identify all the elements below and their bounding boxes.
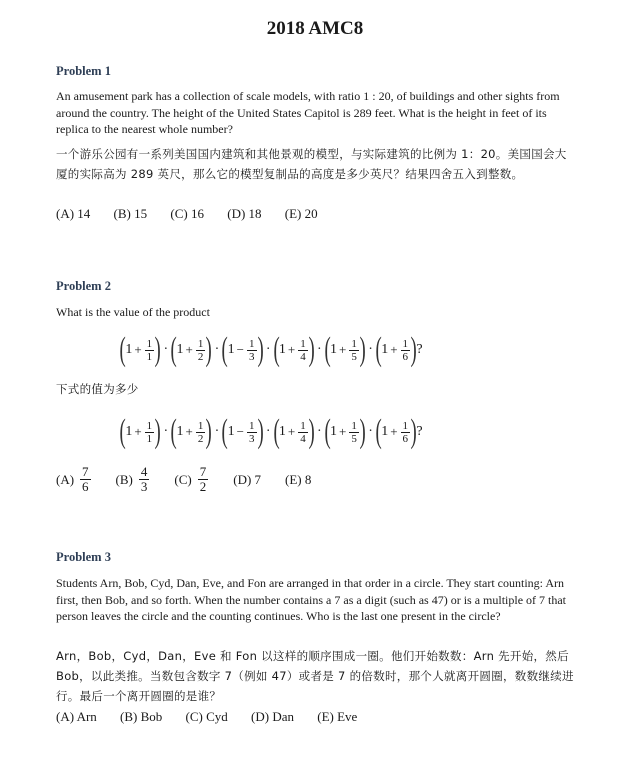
- math-choice: [285, 472, 311, 488]
- fraction: [349, 338, 359, 363]
- numerator: 1: [146, 419, 153, 432]
- denominator: 1: [146, 350, 153, 363]
- operator: +: [339, 424, 347, 439]
- product-factor: [120, 333, 161, 367]
- left-paren: (: [273, 331, 280, 368]
- denominator: 5: [351, 350, 357, 363]
- one: 1: [381, 424, 389, 439]
- right-paren: ): [257, 413, 264, 450]
- fraction: [196, 338, 206, 363]
- math-choice: [233, 472, 261, 488]
- numerator: 1: [300, 419, 306, 432]
- choice-label: (D): [233, 471, 252, 487]
- denominator: 4: [300, 432, 306, 445]
- right-paren: ): [205, 413, 213, 450]
- numerator: 1: [402, 419, 409, 432]
- problem-2-chinese: 下式的值为多少: [56, 382, 139, 396]
- fraction: [80, 465, 91, 494]
- one: 1: [330, 424, 338, 439]
- left-paren: (: [375, 331, 382, 368]
- fraction: [298, 338, 308, 363]
- operator: +: [287, 342, 296, 357]
- choice-value: 8: [301, 471, 312, 487]
- denominator: 3: [140, 479, 148, 494]
- fraction: [401, 338, 411, 363]
- one: 1: [227, 342, 235, 357]
- denominator: 2: [197, 432, 204, 445]
- right-paren: ): [154, 331, 161, 368]
- right-paren: ): [359, 413, 366, 450]
- multiply-dot: ·: [163, 342, 169, 357]
- product-factor: [120, 415, 161, 449]
- numerator: 1: [402, 337, 409, 350]
- multiply-dot: ·: [265, 342, 271, 357]
- choice-label: (B): [115, 471, 133, 487]
- problem-1-choices: [56, 206, 338, 222]
- question-mark: ?: [416, 424, 423, 439]
- one: 1: [125, 342, 133, 357]
- one: 1: [330, 342, 338, 357]
- numerator: 1: [351, 419, 357, 432]
- denominator: 2: [199, 479, 207, 494]
- one: 1: [125, 424, 133, 439]
- operator: +: [339, 342, 347, 357]
- left-paren: (: [170, 331, 177, 368]
- multiply-dot: ·: [368, 424, 373, 439]
- denominator: 5: [351, 432, 357, 445]
- math-choice: [174, 465, 209, 494]
- left-paren: (: [375, 413, 382, 450]
- product-factor: [376, 415, 417, 449]
- denominator: 6: [402, 350, 409, 363]
- left-paren: (: [324, 413, 331, 450]
- product-factor: [325, 333, 366, 367]
- one: 1: [176, 424, 184, 439]
- one: 1: [278, 424, 286, 439]
- choice-a: (A) 14: [56, 206, 91, 221]
- problem-3-english: Students Arn, Bob, Cyd, Dan, Eve, and Fon are arranged in that order in a circle. They start counting: Arn first, then Bob, and so forth. When the number contains a 7 as a digit (such as 47) or is a multiple of 7 that person leaves the circle and the counting continues. Who is the last one present in the circle?: [56, 576, 567, 623]
- numerator: 7: [82, 464, 89, 479]
- choice-value: 7: [251, 471, 262, 487]
- right-paren: ): [154, 413, 161, 450]
- fraction: [145, 338, 155, 363]
- numerator: 1: [197, 419, 204, 432]
- fraction: [401, 420, 411, 445]
- fraction: [196, 420, 206, 445]
- choice-b: (B) Bob: [120, 709, 163, 724]
- math-choice: [116, 465, 151, 494]
- left-paren: (: [324, 331, 331, 368]
- fraction: [198, 465, 209, 494]
- right-paren: ): [359, 331, 366, 368]
- choice-d: (D) Dan: [251, 709, 295, 724]
- document-title: 2018 AMC8: [266, 18, 364, 39]
- left-paren: (: [221, 413, 229, 450]
- denominator: 1: [146, 432, 153, 445]
- numerator: 4: [140, 464, 148, 479]
- operator: +: [134, 424, 142, 439]
- numerator: 1: [249, 419, 255, 432]
- multiply-dot: ·: [163, 424, 169, 439]
- problem-2-english: What is the value of the product: [56, 305, 210, 319]
- multiply-dot: ·: [317, 424, 322, 439]
- choice-label: (C): [174, 471, 192, 487]
- numerator: 1: [197, 337, 204, 350]
- denominator: 4: [300, 350, 306, 363]
- right-paren: ): [205, 331, 213, 368]
- right-paren: ): [308, 413, 315, 450]
- choice-c: (C) Cyd: [185, 709, 228, 724]
- one: 1: [176, 342, 184, 357]
- numerator: 1: [146, 337, 153, 350]
- question-mark: ?: [416, 342, 423, 357]
- operator: −: [236, 424, 245, 439]
- left-paren: (: [221, 331, 229, 368]
- fraction: [247, 420, 257, 445]
- right-paren: ): [410, 331, 417, 368]
- left-paren: (: [273, 413, 280, 450]
- multiply-dot: ·: [317, 342, 322, 357]
- multiply-dot: ·: [265, 424, 271, 439]
- problem-3-choices: [56, 709, 377, 725]
- choice-e: (E) Eve: [317, 709, 358, 724]
- product-factor: [222, 415, 263, 449]
- operator: +: [134, 342, 142, 357]
- one: 1: [381, 342, 389, 357]
- product-factor: [171, 333, 212, 367]
- one: 1: [227, 424, 235, 439]
- choice-a: (A) Arn: [56, 709, 97, 724]
- denominator: 6: [402, 432, 409, 445]
- problem-3-chinese: Arn，Bob，Cyd，Dan，Eve 和 Fon 以这样的顺序围成一圈。他们开始数数：Arn 先开始，然后 Bob，以此类推。当数包含数字 7（例如 47）或者是 7 的倍数时，那个人就离开圆圈，数数继续进行。最后一个离开圆圈的是谁？: [56, 649, 574, 703]
- choice-e: (E) 20: [284, 206, 318, 221]
- product-factor: [274, 333, 315, 367]
- fraction: [298, 420, 308, 445]
- product-factor: [222, 333, 263, 367]
- left-paren: (: [119, 331, 126, 368]
- numerator: 1: [300, 337, 306, 350]
- fraction: [349, 420, 359, 445]
- denominator: 2: [197, 350, 204, 363]
- multiply-dot: ·: [214, 424, 220, 439]
- right-paren: ): [410, 413, 417, 450]
- fraction: [145, 420, 155, 445]
- numerator: 1: [249, 337, 255, 350]
- product-factor: [376, 333, 417, 367]
- choice-label: (A): [56, 471, 75, 487]
- choice-c: (C) 16: [170, 206, 204, 221]
- fraction: [139, 465, 150, 494]
- product-expression-english: [120, 328, 423, 372]
- left-paren: (: [119, 413, 126, 450]
- choice-label: (E): [285, 471, 302, 487]
- numerator: 7: [199, 464, 207, 479]
- math-choice: [56, 465, 92, 494]
- operator: +: [185, 342, 193, 357]
- denominator: 6: [82, 479, 89, 494]
- problem-1-chinese: 一个游乐公园有一系列美国国内建筑和其他景观的模型，与实际建筑的比例为 1：20。美国国会大厦的实际高为 289 英尺，那么它的模型复制品的高度是多少英尺？结果四舍五入到整数。: [56, 147, 567, 181]
- problem-3-heading: Problem 3: [56, 550, 111, 564]
- operator: +: [287, 424, 296, 439]
- choice-b: (B) 15: [113, 206, 148, 221]
- problem-1-heading: Problem 1: [56, 64, 111, 78]
- operator: +: [390, 424, 398, 439]
- product-factor: [325, 415, 366, 449]
- product-expression-chinese: [120, 410, 423, 454]
- problem-2-heading: Problem 2: [56, 279, 111, 293]
- denominator: 3: [249, 350, 255, 363]
- denominator: 3: [249, 432, 255, 445]
- problem-2-choices: [56, 465, 335, 494]
- problem-1-english: An amusement park has a collection of scale models, with ratio 1 : 20, of buildings and other sights from around the country. The height of the United States Capitol is 289 feet. What is the height in feet of its replica to the nearest whole number?: [56, 89, 560, 136]
- product-factor: [171, 415, 212, 449]
- right-paren: ): [308, 331, 315, 368]
- operator: −: [236, 342, 245, 357]
- numerator: 1: [351, 337, 357, 350]
- operator: +: [390, 342, 398, 357]
- right-paren: ): [257, 331, 264, 368]
- operator: +: [185, 424, 193, 439]
- product-factor: [274, 415, 315, 449]
- multiply-dot: ·: [214, 342, 220, 357]
- fraction: [247, 338, 257, 363]
- one: 1: [278, 342, 286, 357]
- choice-d: (D) 18: [227, 206, 262, 221]
- left-paren: (: [170, 413, 177, 450]
- multiply-dot: ·: [368, 342, 373, 357]
